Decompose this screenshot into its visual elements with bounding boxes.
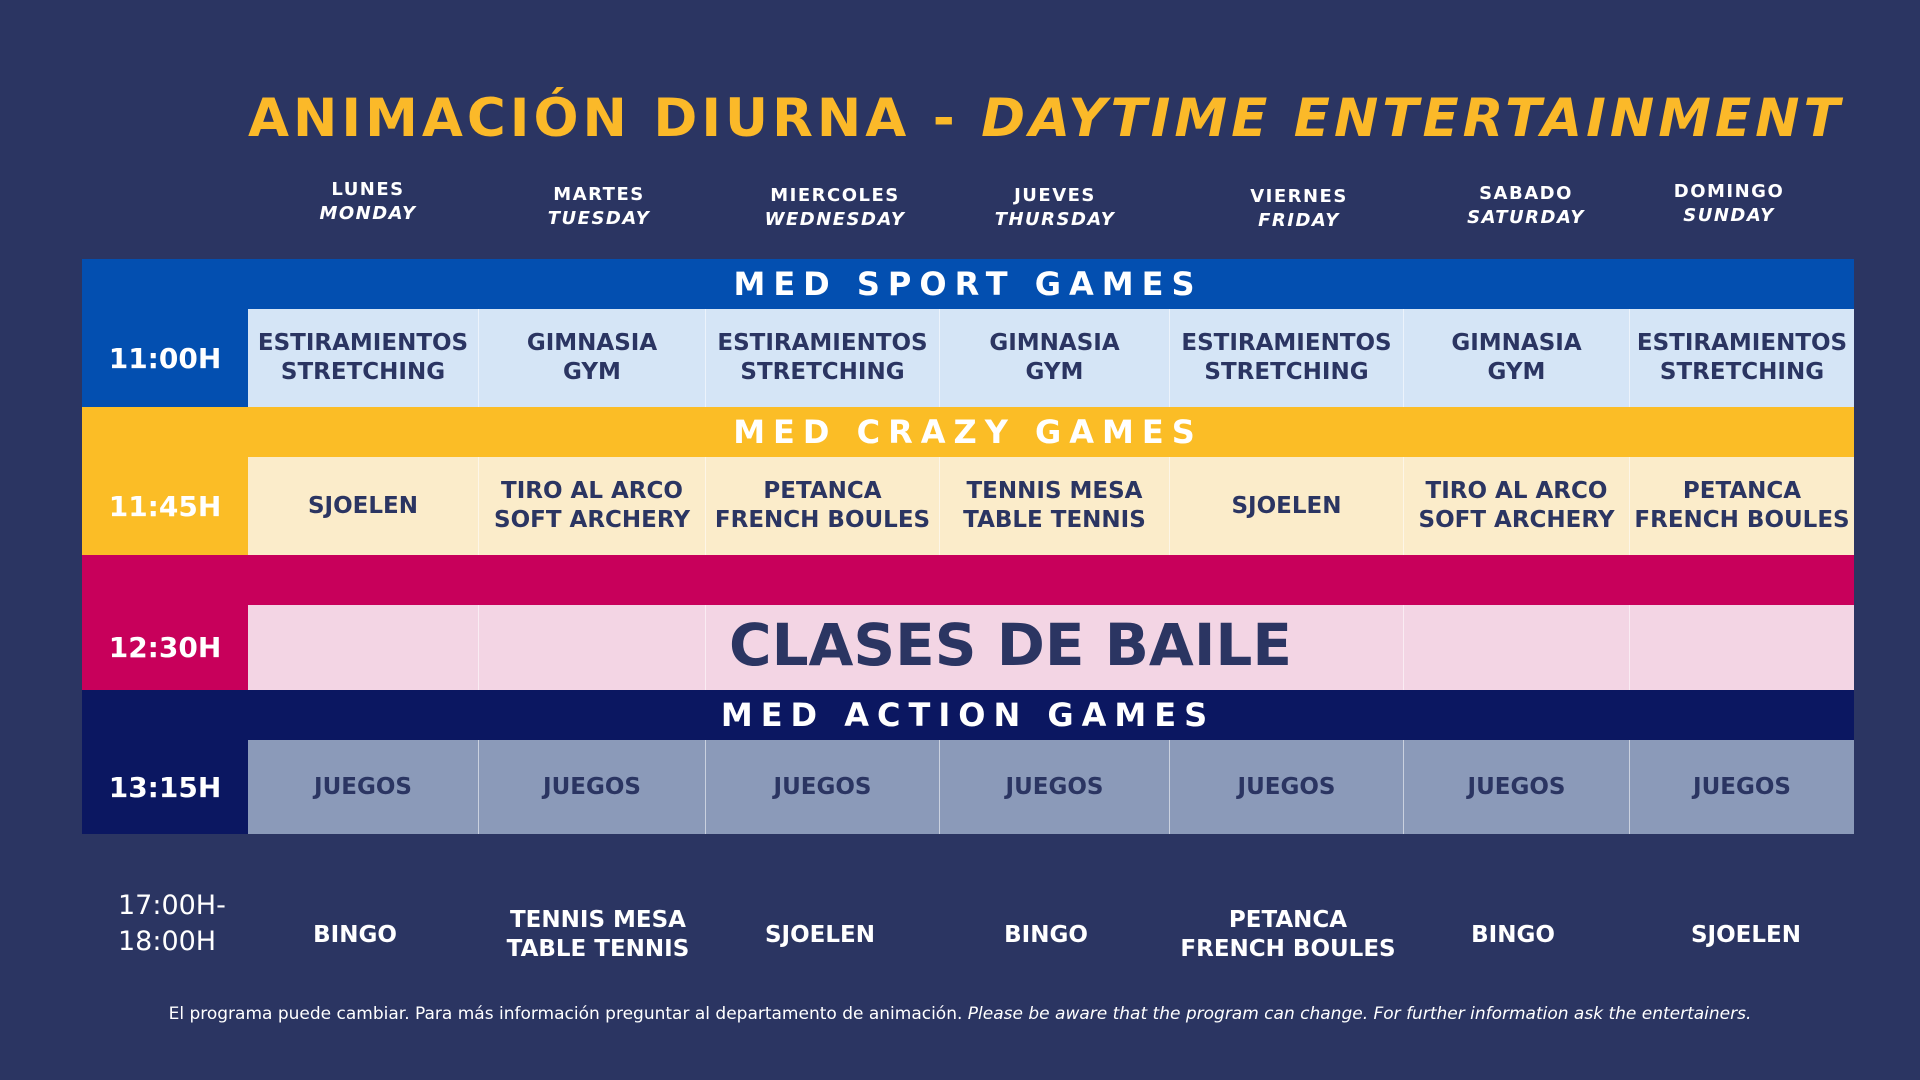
evening-activity: SJOELEN [764, 921, 875, 948]
row-crazy-games [248, 457, 1854, 555]
empty-cell [1170, 605, 1404, 690]
time-slot-1230: 12:30H [82, 605, 248, 690]
day-header-friday: VIERNES FRIDAY [1250, 186, 1348, 231]
activity-cell: GIMNASIA GYM [1404, 309, 1630, 407]
time-slot-1315: 13:15H [82, 740, 248, 834]
activity-cell: JUEGOS [1693, 773, 1791, 800]
row-dance [248, 605, 1854, 690]
activity-cell: JUEGOS [706, 740, 940, 834]
activity-cell: SJOELEN [1170, 457, 1404, 555]
band-med-action-games: MED ACTION GAMES [82, 690, 1854, 740]
day-header-monday: LUNES MONDAY [319, 179, 417, 224]
activity-cell: JUEGOS [940, 740, 1170, 834]
empty-cell [1630, 605, 1854, 690]
evening-activity: BINGO [313, 921, 397, 948]
evening-activity: TENNIS MESA TABLE TENNIS [506, 907, 690, 962]
activity-cell: TIRO AL ARCO SOFT ARCHERY [1404, 457, 1630, 555]
title-es: ANIMACIÓN DIURNA - [248, 88, 982, 149]
activity-cell: ESTIRAMIENTOS STRETCHING [1636, 330, 1848, 385]
title-en: DAYTIME ENTERTAINMENT [981, 88, 1844, 149]
activity-cell: JUEGOS [248, 740, 479, 834]
empty-cell [706, 605, 940, 690]
day-header-wednesday: MIERCOLES WEDNESDAY [764, 185, 906, 230]
activity-cell: SJOELEN [248, 457, 479, 555]
time-slot-1145: 11:45H [82, 457, 248, 555]
row-sport-games [248, 309, 1854, 407]
activity-cell: JUEGOS [1404, 740, 1630, 834]
day-header-sunday: DOMINGO SUNDAY [1673, 181, 1785, 226]
band-med-sport-games: MED SPORT GAMES [82, 259, 1854, 309]
time-slot-1700-1800: 17:00H- 18:00H [118, 890, 226, 957]
activity-cell: ESTIRAMIENTOS STRETCHING [1170, 309, 1404, 407]
evening-activity: BINGO [1004, 921, 1088, 948]
row-action-games [248, 740, 1854, 834]
activity-cell: TENNIS MESA TABLE TENNIS [940, 457, 1170, 555]
day-header-saturday: SABADO SATURDAY [1467, 183, 1585, 228]
activity-cell: ESTIRAMIENTOS STRETCHING [248, 309, 479, 407]
day-header-tuesday: MARTES TUESDAY [547, 184, 651, 229]
evening-activity: BINGO [1471, 921, 1555, 948]
empty-cell [1404, 605, 1630, 690]
activity-cell: GIMNASIA GYM [479, 309, 706, 407]
activity-cell: PETANCA FRENCH BOULES [1634, 478, 1850, 533]
activity-cell: TIRO AL ARCO SOFT ARCHERY [479, 457, 706, 555]
evening-activity: SJOELEN [1690, 921, 1801, 948]
activity-cell: ESTIRAMIENTOS STRETCHING [706, 309, 940, 407]
activity-cell: PETANCA FRENCH BOULES [706, 457, 940, 555]
empty-cell [940, 605, 1170, 690]
footer-note-es: El programa puede cambiar. Para más información preguntar al departamento de animación. [168, 1004, 968, 1024]
time-slot-1100: 11:00H [82, 309, 248, 407]
page-title [248, 88, 1844, 149]
dance-class-label: CLASES DE BAILE [729, 611, 1292, 679]
empty-cell [248, 605, 479, 690]
activity-cell: JUEGOS [479, 740, 706, 834]
footer-note [0, 1004, 1920, 1024]
activity-cell: GIMNASIA GYM [940, 309, 1170, 407]
empty-cell [479, 605, 706, 690]
footer-note-en: Please be aware that the program can change. For further information ask the entertainers. [967, 1004, 1752, 1024]
band-dance [82, 555, 1854, 605]
activity-cell: JUEGOS [1170, 740, 1404, 834]
evening-activity: PETANCA FRENCH BOULES [1180, 907, 1396, 962]
day-header-thursday: JUEVES THURSDAY [994, 185, 1116, 230]
band-med-crazy-games: MED CRAZY GAMES [82, 407, 1854, 457]
